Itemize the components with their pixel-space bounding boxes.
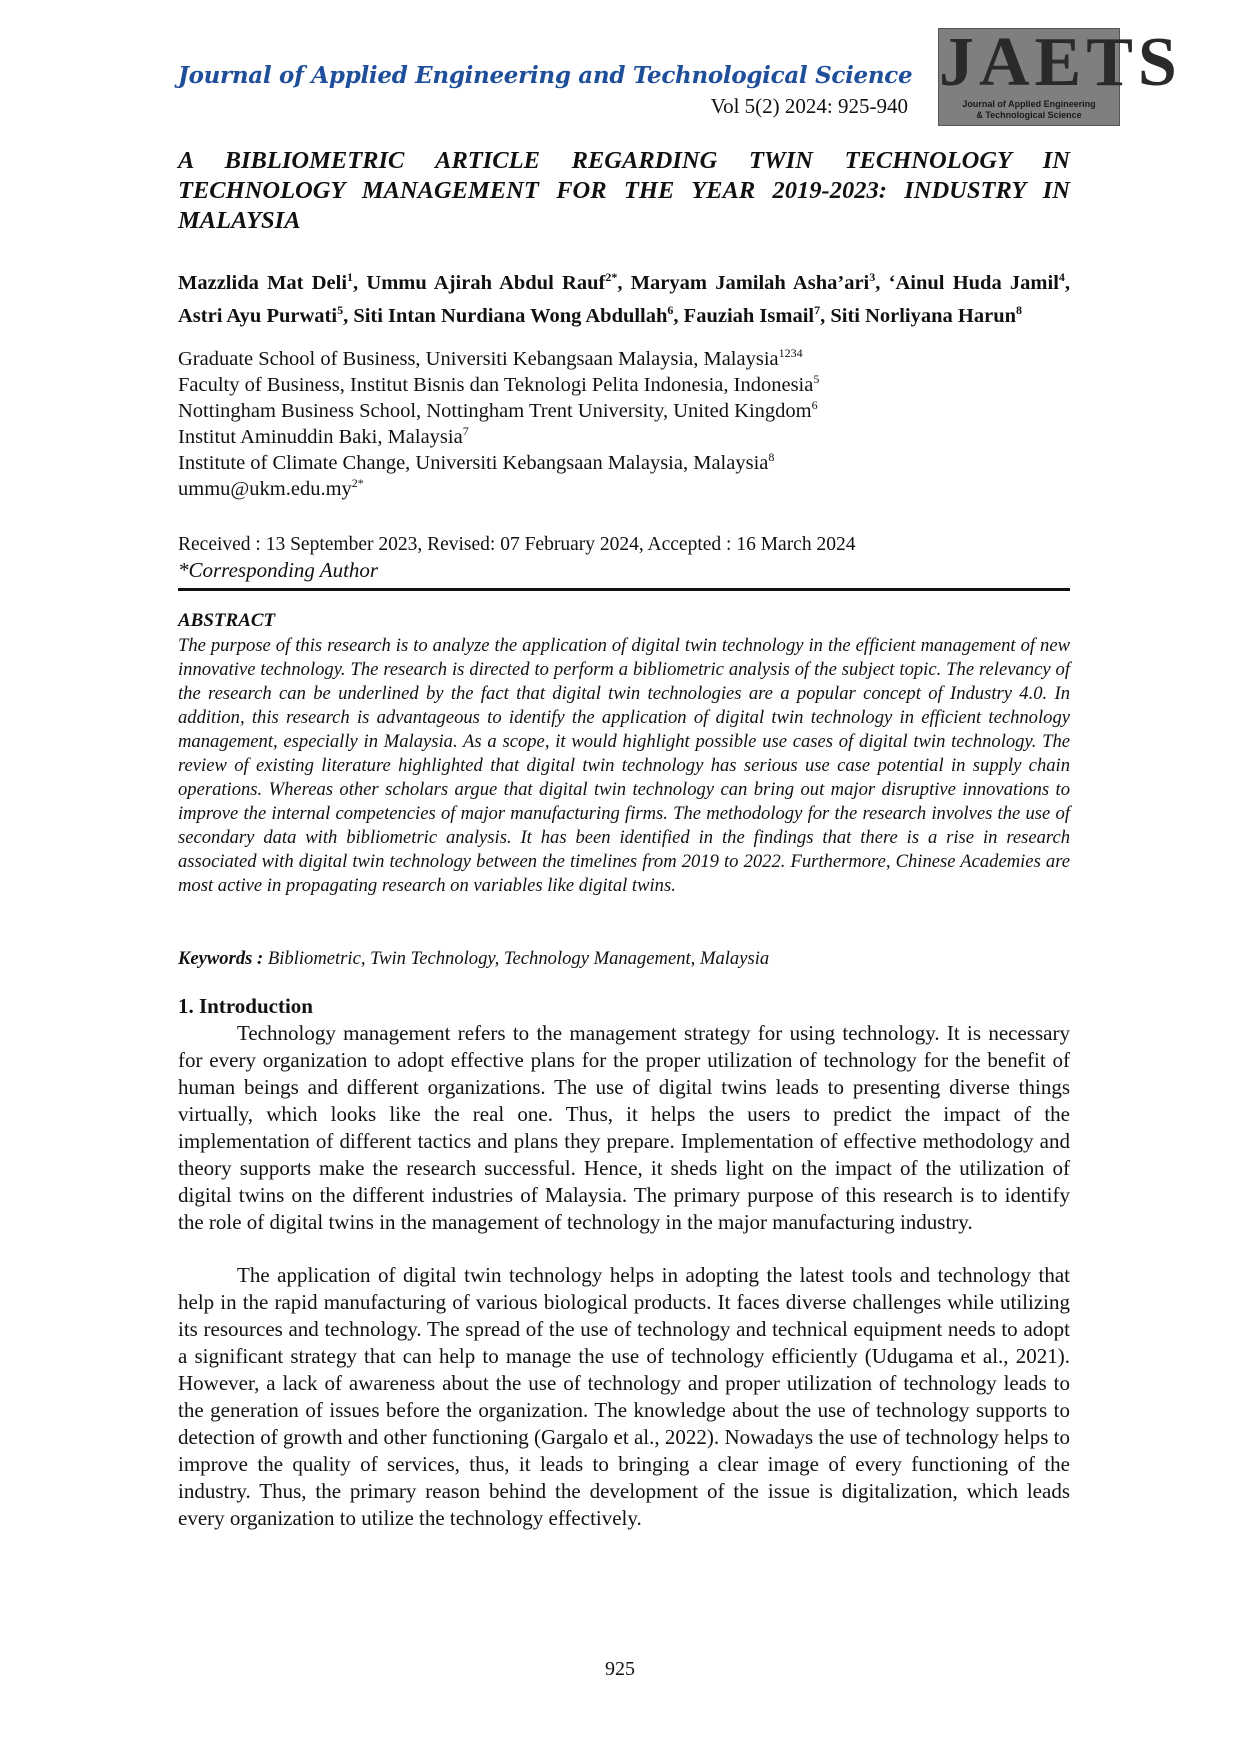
affiliation-mark: 1234 xyxy=(778,346,803,360)
affiliation-mark: 8 xyxy=(768,450,775,464)
journal-logo xyxy=(938,24,1182,126)
paragraph: Technology management refers to the management strategy for using technology. It is necessary for every organization to adopt effective plans for the proper utilization of technology for the benefit of human beings and different organizations. The use of digital twins leads to presenting diverse things virtually, which looks like the real one. Thus, it helps the users to predict the impact of the implementation of different tactics and plans they prepare. Implementation of effective methodology and theory supports make the research successful. Hence, it sheds light on the impact of the utilization of digital twins on the different industries of Malaysia. The primary purpose of this research is to identify the role of digital twins in the management of technology in the major manufacturing industry. xyxy=(178,1021,1070,1234)
page-number: 925 xyxy=(605,1658,635,1680)
author-mark: 7 xyxy=(814,302,821,317)
paper-title: A BIBLIOMETRIC ARTICLE REGARDING TWIN TECHNOLOGY IN TECHNOLOGY MANAGEMENT FOR THE YEAR 2019-2023: INDUSTRY IN MALAYSIA xyxy=(178,147,1070,234)
author-name: ‘Ainul Huda Jamil xyxy=(888,271,1059,294)
abstract-body: The purpose of this research is to analyze the application of digital twin technology in the efficient management of new innovative technology. The research is directed to perform a bibliometric analysis of the subject topic. The relevancy of the research can be underlined by the fact that digital twin technologies are a popular concept of Industry 4.0. In addition, this research is advantageous to identify the application of digital twin technology in efficient technology management, especially in Malaysia. As a scope, it would highlight possible use cases of digital twin technology. The review of existing literature highlighted that digital twin technology has serious use case potential in supply chain operations. Whereas other scholars argue that digital twin technology can bring out major disruptive innovations to improve the internal competencies of major manufacturing firms. The methodology for the research involves the use of secondary data with bibliometric analysis. It has been identified in the findings that there is a rise in research associated with digital twin technology between the timelines from 2019 to 2022. Furthermore, Chinese Academies are most active in propagating research on variables like digital twins. xyxy=(178,635,1070,896)
author-name: Siti Norliyana Harun xyxy=(830,304,1017,327)
author-mark: 1 xyxy=(347,270,354,284)
keywords-label: Keywords : xyxy=(178,948,264,969)
paragraph: The application of digital twin technology helps in adopting the latest tools and technology that help in the rapid manufacturing of various biological products. It faces diverse challenges while utilizing its resources and technology. The spread of the use of technology and technical equipment needs to adopt a significant strategy that can help to manage the use of technology efficiently (Udugama et al., 2021). However, a lack of awareness about the use of technology and proper utilization of technology leads to the generation of issues before the organization. The knowledge about the use of technology supports to detection of growth and other functioning (Gargalo et al., 2022). Nowadays the use of technology helps to improve the quality of services, thus, it leads to bringing a clear image of every functioning of the industry. Thus, the primary reason behind the development of the issue is digitalization, which leads every organization to utilize the technology effectively. xyxy=(178,1263,1070,1530)
affiliation-mark: 7 xyxy=(462,424,469,438)
author-mark: 5 xyxy=(337,302,344,317)
affiliation-text: Graduate School of Business, Universiti Kebangsaan Malaysia, Malaysia xyxy=(178,347,779,370)
author-mark: 4 xyxy=(1058,270,1065,284)
logo-line-2: & Technological Science xyxy=(976,110,1082,120)
affiliation-text: Nottingham Business School, Nottingham Trent University, United Kingdom xyxy=(178,399,812,422)
abstract-heading: ABSTRACT xyxy=(178,610,276,631)
author-mark: 6 xyxy=(667,302,674,317)
submission-dates: Received : 13 September 2023, Revised: 07 February 2024, Accepted : 16 March 2024 xyxy=(178,534,856,555)
affiliation-mark: 2* xyxy=(351,476,364,490)
affiliation-mark: 6 xyxy=(811,398,818,412)
author-name: Fauziah Ismail xyxy=(683,304,815,327)
author-name: Ummu Ajirah Abdul Rauf xyxy=(366,271,606,294)
affiliation-text: Institute of Climate Change, Universiti Kebangsaan Malaysia, Malaysia xyxy=(178,451,769,474)
author-mark: 2* xyxy=(605,270,618,284)
author-name: Mazzlida Mat Deli xyxy=(178,271,348,294)
author-mark: 3 xyxy=(869,270,876,284)
author-mark: 8 xyxy=(1016,302,1023,317)
keywords xyxy=(178,948,1070,970)
affiliation-mark: 5 xyxy=(813,372,820,386)
affiliation-text: Faculty of Business, Institut Bisnis dan Teknologi Pelita Indonesia, Indonesia xyxy=(178,373,814,396)
volume-pages: Vol 5(2) 2024: 925-940 xyxy=(710,94,908,118)
author-name: Siti Intan Nurdiana Wong Abdullah xyxy=(353,304,668,327)
author-list: Mazzlida Mat Deli$^1$, Ummu Ajirah Abdul Rauf$^{2*}$, Maryam Jamilah Asha’ari$^3$, ‘Ainul Huda Jamil$^4$, Astri Ayu Purwati$^5$, Siti Intan Nurdiana Wong Abdullah$^6$, Fauziah Ismail$^7$, Siti Norliyana Harun$^8$ xyxy=(178,270,1071,327)
keywords-list: Bibliometric, Twin Technology, Technology Management, Malaysia xyxy=(267,948,770,969)
journal-name: Journal of Applied Engineering and Technological Science xyxy=(178,62,913,89)
logo-letters: JAETS xyxy=(939,24,1182,101)
affiliation-text: Institut Aminuddin Baki, Malaysia xyxy=(178,425,463,448)
corresponding-email xyxy=(178,470,1070,502)
logo-line-1: Journal of Applied Engineering xyxy=(962,99,1096,109)
affiliation-text: ummu@ukm.edu.my xyxy=(178,477,352,500)
logo-subtitle xyxy=(943,99,1115,123)
author-name: Astri Ayu Purwati xyxy=(178,304,338,327)
author-name: Maryam Jamilah Asha’ari xyxy=(630,271,870,294)
header-divider xyxy=(178,588,1070,591)
section-heading: 1. Introduction xyxy=(178,994,313,1018)
corresponding-author-note: *Corresponding Author xyxy=(178,558,379,582)
